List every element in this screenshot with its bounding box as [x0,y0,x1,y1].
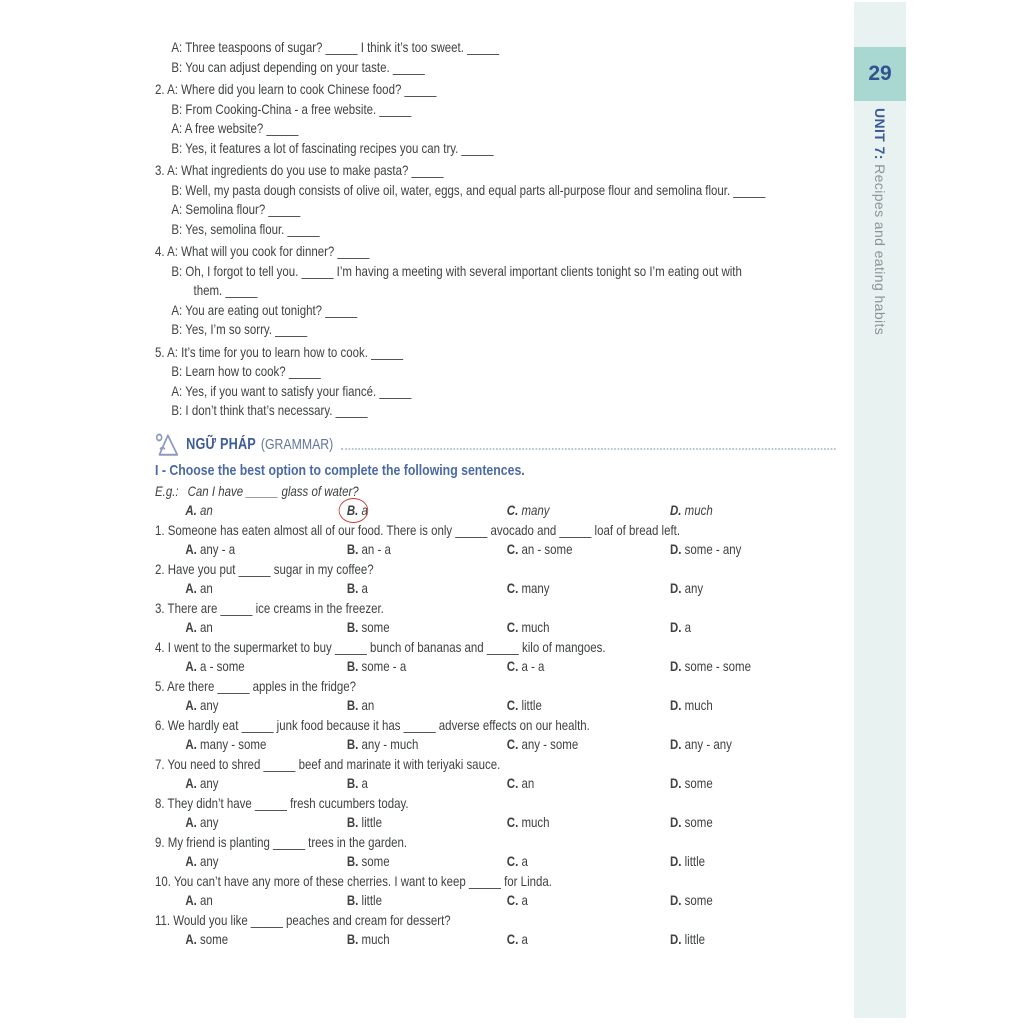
option-d [670,657,751,677]
question-text: 1. Someone has eaten almost all of our food. There is only _____ avocado and _____ loaf of bread left. [155,521,681,538]
option-text: many [518,580,550,596]
option-text: any - some [518,736,579,752]
option-b [347,774,368,794]
option-letter: D. [669,931,682,947]
dialogue-line: them. _____ [193,282,258,298]
dialogue-line: A: Semolina flour? _____ [171,201,301,217]
option-letter: B. [346,814,359,830]
dialogue-line: B: Yes, it features a lot of fascinating recipes you can try. _____ [171,139,494,156]
dotted-rule [341,447,835,450]
option-letter: D. [669,502,682,518]
option-text: an - some [518,541,573,557]
option-letter: C. [506,775,519,791]
circled-answer-letter: B. [347,501,358,521]
option-c [507,657,545,677]
option-text: any [196,775,219,791]
dialogue-line: B: Oh, I forgot to tell you. _____ I’m having a meeting with several important clients tonight so I’m eating out with [171,262,742,279]
options-row [155,579,860,599]
option-text: a [518,853,528,869]
option-c [507,618,550,638]
option-letter: D. [669,814,682,830]
option-a [185,540,235,560]
option-b [347,813,382,833]
option-a [185,774,218,794]
option-text: some - any [681,541,742,557]
option-letter: D. [669,658,682,674]
option-letter: A. [185,502,197,518]
option-letter: C. [506,658,519,674]
option-text: any - much [358,736,419,752]
option-letter: A. [185,892,197,908]
option-a [185,696,218,716]
option-text: much [681,502,713,518]
example-prefix: E.g.: [155,482,179,499]
question-text: 11. Would you like _____ peaches and cream for dessert? [155,911,451,928]
options-row [155,891,860,911]
option-text: a - a [518,658,545,674]
option-b [347,579,368,599]
option-text: many [518,502,550,518]
option-a [185,813,218,833]
option-letter: D. [669,697,682,713]
option-text: some - some [681,658,751,674]
option-c [507,696,542,716]
option-text: many - some [196,736,267,752]
option-text: any [196,697,219,713]
option-b [347,696,374,716]
option-text: some [358,853,390,869]
option-letter: C. [506,736,519,752]
unit-label-rest: Recipes and eating habits [872,159,888,336]
option-text: some [196,931,229,947]
option-b [347,501,368,521]
option-c [507,501,550,521]
options-row [155,501,860,521]
option-a [185,735,266,755]
option-letter: C. [506,580,519,596]
option-letter: D. [669,580,682,596]
option-text: some [358,619,390,635]
option-a [185,891,212,911]
option-letter: D. [669,541,682,557]
option-text: little [518,697,542,713]
options-row [155,852,860,872]
option-letter: D. [669,736,682,752]
dialogue-line: 3. A: What ingredients do you use to make pasta? _____ [155,162,444,178]
option-letter: C. [506,619,519,635]
option-d [670,852,705,872]
dialogue-line: A: Yes, if you want to satisfy your fiancé. _____ [171,382,412,399]
option-b [347,540,391,560]
option-letter: C. [506,931,519,947]
option-text: a - some [196,658,245,674]
option-letter: C. [506,502,519,518]
option-a [185,657,244,677]
option-letter: D. [669,853,682,869]
option-letter: B. [346,619,359,635]
option-letter: B. [346,892,359,908]
option-c [507,930,528,950]
option-text: some - a [358,658,407,674]
option-d [670,774,713,794]
question-text: 2. Have you put _____ sugar in my coffee? [155,560,374,577]
option-text: much [358,931,390,947]
dialogue-line: 2. A: Where did you learn to cook Chinese food? _____ [155,81,437,97]
grammar-title-en: (GRAMMAR) [260,435,334,453]
options-row [155,735,860,755]
question-text: 3. There are _____ ice creams in the freezer. [155,599,384,616]
option-d [670,501,713,521]
option-b [347,735,418,755]
dialogue-line: B: From Cooking-China - a free website. _____ [171,100,412,117]
options-row [155,696,860,716]
option-b [347,852,390,872]
question-text: 5. Are there _____ apples in the fridge? [155,677,357,694]
option-text: much [681,697,713,713]
option-d [670,930,705,950]
option-letter: C. [506,892,519,908]
option-letter: A. [185,931,197,947]
option-text: an [196,502,213,518]
option-b [347,891,382,911]
option-text: little [358,892,382,908]
option-c [507,579,550,599]
page-content [155,38,860,950]
option-a [185,852,218,872]
option-text: much [518,619,550,635]
option-text: an [518,775,535,791]
option-a [185,930,228,950]
options-row [155,618,860,638]
option-text: a [681,619,692,635]
option-b [347,657,406,677]
option-d [670,696,713,716]
option-letter: C. [506,697,519,713]
question-text: 10. You can’t have any more of these cherries. I want to keep _____ for Linda. [155,872,552,889]
page-number-text: 29 [868,62,892,85]
grammar-title-vi: NGỮ PHÁP [186,435,256,453]
dialogue-line: B: You can adjust depending on your taste. _____ [171,58,425,75]
questions-section [155,521,860,950]
option-letter: A. [185,697,197,713]
dialogue-line: A: You are eating out tonight? _____ [171,301,358,318]
option-letter: A. [185,736,197,752]
question-text: 9. My friend is planting _____ trees in the garden. [155,833,408,850]
example-options-container [155,501,860,521]
option-text: little [681,931,706,947]
dialogue-line: B: Learn how to cook? _____ [171,363,321,379]
option-d [670,579,703,599]
options-row [155,930,860,950]
dialogue-line: A: A free website? _____ [171,120,299,136]
unit-label-bold: UNIT 7: [872,108,888,160]
option-letter: D. [669,775,682,791]
option-letter: A. [185,814,197,830]
option-text: any [196,853,219,869]
unit-label-text [872,108,888,528]
option-letter: A. [185,775,197,791]
option-c [507,540,573,560]
option-text: some [681,814,713,830]
option-c [507,891,528,911]
option-d [670,618,691,638]
option-text: some [681,892,713,908]
option-d [670,735,732,755]
option-letter: C. [506,541,519,557]
options-row [155,657,860,677]
example-question: Can I have _____ glass of water? [187,482,359,499]
options-row [155,540,860,560]
option-letter: B. [346,658,359,674]
option-letter: B. [346,931,359,947]
option-text: any - a [196,541,236,557]
option-text: an [196,892,213,908]
option-letter: B. [346,580,359,596]
option-c [507,735,578,755]
option-d [670,891,713,911]
option-c [507,813,550,833]
option-letter: A. [185,658,197,674]
option-b [347,618,390,638]
option-text: any [196,814,219,830]
option-letter: D. [669,619,682,635]
grammar-section-header [155,433,860,457]
option-d [670,540,741,560]
question-text: 6. We hardly eat _____ junk food because it has _____ adverse effects on our health. [155,716,590,733]
option-text: a [358,502,368,518]
dialogue-line: B: I don’t think that’s necessary. _____ [171,402,368,418]
option-a [185,618,212,638]
option-letter: C. [506,853,519,869]
option-text: some [681,775,713,791]
dialogue-line: A: Three teaspoons of sugar? _____ I think it’s too sweet. _____ [171,39,500,55]
options-row [155,813,860,833]
option-text: little [681,853,706,869]
option-a [185,501,212,521]
question-text: 4. I went to the supermarket to buy _____ bunch of bananas and _____ kilo of mangoes. [155,638,606,655]
page-number [854,47,906,101]
option-text: little [358,814,382,830]
option-text: an - a [358,541,391,557]
option-text: any - any [681,736,732,752]
option-text: an [196,580,213,596]
dialogue-section [155,38,860,421]
option-letter: A. [185,580,197,596]
option-d [670,813,713,833]
option-text: a [358,775,368,791]
question-text: 8. They didn’t have _____ fresh cucumbers today. [155,794,409,811]
options-row [155,774,860,794]
option-c [507,774,534,794]
dialogue-line: 4. A: What will you cook for dinner? _____ [155,243,370,259]
option-letter: A. [185,541,197,557]
option-text: a [358,580,368,596]
unit-label [854,108,906,528]
option-text: an [358,697,375,713]
option-text: much [518,814,550,830]
option-text: a [518,931,528,947]
dialogue-line: B: Yes, I’m so sorry. _____ [171,321,308,337]
mountain-triangle-icon [155,432,179,457]
option-letter: B. [346,853,359,869]
option-letter: B. [346,697,359,713]
dialogue-line: B: Well, my pasta dough consists of olive oil, water, eggs, and equal parts all-purpose flour and semolina flour. _____ [171,181,766,198]
exercise-heading: I - Choose the best option to complete the following sentences. [155,461,525,479]
option-text: any [681,580,704,596]
option-text: a [518,892,528,908]
example-line [155,482,860,502]
option-a [185,579,212,599]
option-letter: A. [185,619,197,635]
option-letter: B. [346,541,359,557]
option-letter: A. [185,853,197,869]
dialogue-line: B: Yes, semolina flour. _____ [171,220,320,237]
option-text: an [196,619,213,635]
option-b [347,930,390,950]
option-c [507,852,528,872]
option-letter: B. [346,736,359,752]
option-letter: C. [506,814,519,830]
option-letter: B. [346,775,359,791]
dialogue-line: 5. A: It’s time for you to learn how to cook. _____ [155,343,404,360]
question-text: 7. You need to shred _____ beef and marinate it with teriyaki sauce. [155,755,501,772]
option-letter: D. [669,892,682,908]
